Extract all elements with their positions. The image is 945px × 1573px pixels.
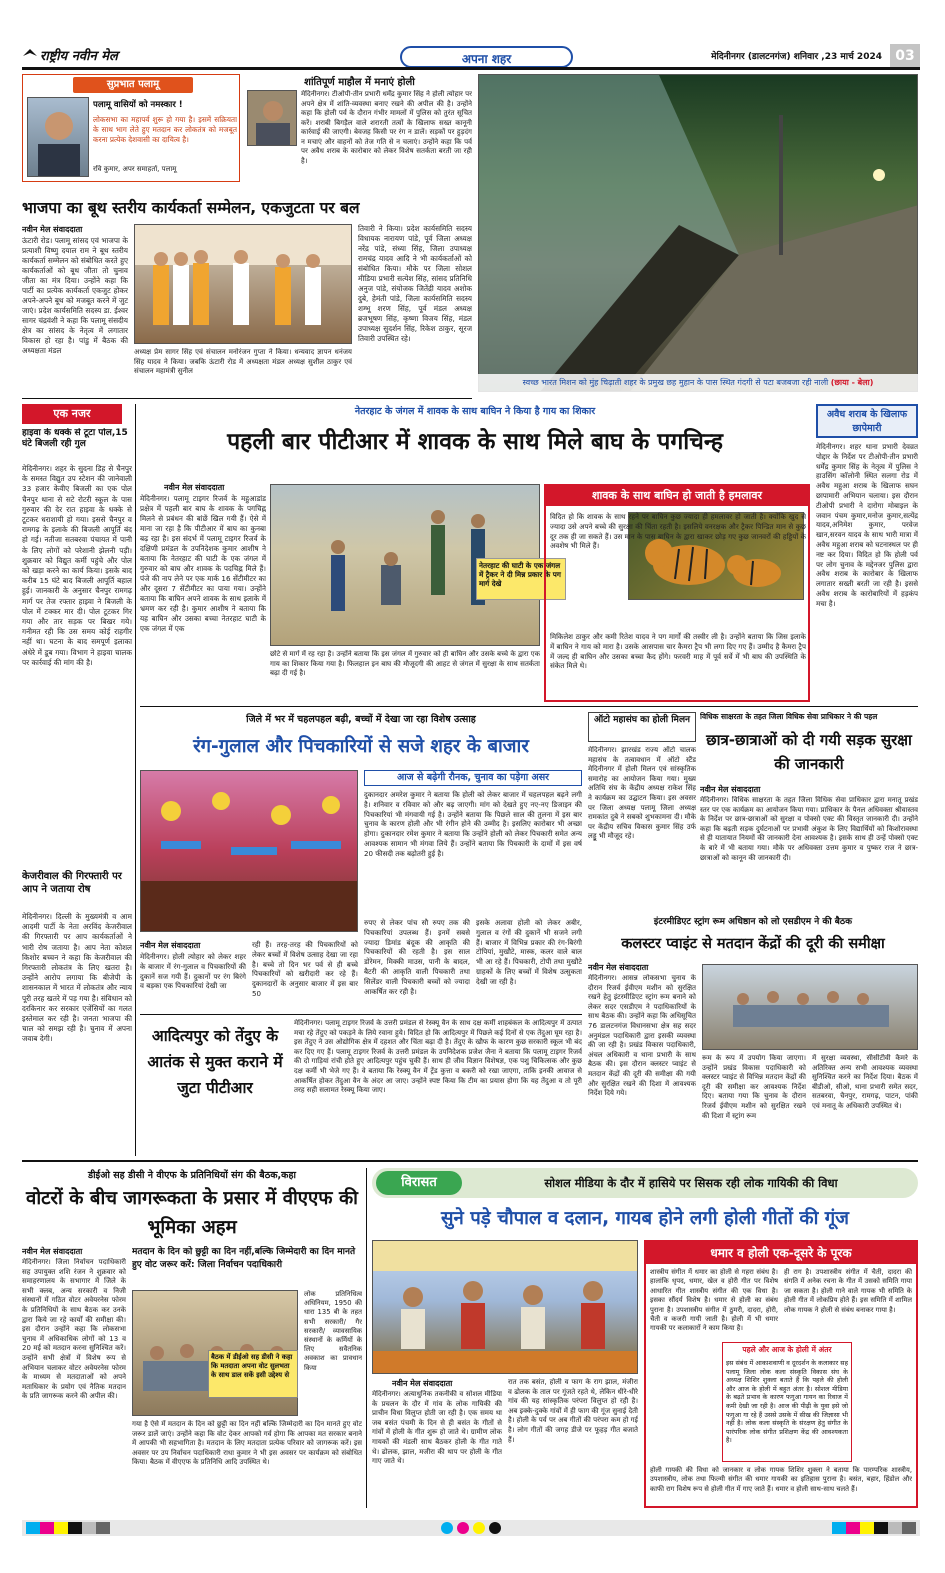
veep-body: मेदिनीनगर। जिला निर्वाचन पदाधिकारी सह उपायुक्त शशि रंजन ने शुक्रवार को समाहरणालय के सभागार में जिले के सभी क्लब, अन्य सरकारी व निजी संस्थानों में गठित वोटर अवेयरनेस फोरम के प्रतिनिधियों के साथ बैठक कर उनके द्वारा किये जा रहे कार्यों की समीक्षा की। इस दौरान उन्होंने कहा कि लोकसभा चुनाव में अधिकाधिक लोगों को 13 व 20 मई को मतदान करना सुनिश्चित करें। उन्होंने सभी क्षेत्रों में विशेष रूप से अभियान चलाकर वोटर अवेयरनेस फोरम के माध्यम से मतदाताओं को अपने मताधिकार के प्रयोग एवं नैतिक मतदान के प्रति जागरूक करने की अपील की। [22, 1258, 126, 1401]
cluster-byline: नवीन मेल संवाददाता [588, 963, 649, 972]
market-body-2: रही हैं। तरह-तरह की पिचकारियों को लेकर बच्चों में विशेष उत्साह देखा जा रहा है। बच्चे तो दिन भर पर्व से ही बच्चे पिचकारियों को खरीदारी कर रहे हैं। दुकानदारों के अनुसार बाजार में इस बार 50 [252, 940, 358, 998]
eknazar-headline-2: केजरीवाल की गिरफ्तारी पर आप ने जताया रोष [22, 871, 122, 895]
tiger-sidebar [544, 484, 810, 702]
bjp-photo [134, 224, 352, 344]
holi-singers-photo [372, 1240, 638, 1374]
auto-tag: ऑटो महासंघ का होली मिलन [588, 712, 696, 742]
section-title: अपना शहर [461, 52, 512, 66]
divider-veep [366, 1168, 367, 1508]
virasat-tag: विरासत [376, 1171, 462, 1195]
morning-signature: रवि कुमार, अपर समाहर्ता, पलामू [93, 165, 177, 173]
dhamar-sidebar [644, 1240, 918, 1508]
virasat-headline: सुने पड़े चौपाल व दलान, गायब होने लगी होली गीतों की गूंज [441, 1208, 849, 1229]
tiger-photo-caption: छोटे से मार्ग में रह रहा है। उन्होंने बताया कि इस जंगल में गुरुवार को ही बाघिन और उसके बच्चे के द्वारा एक गाय का शिकार किया गया है। फिलहाल इन बाघ की मौजूदगी की आहट से जंगल में सुरक्षा के साथ सतर्कता बढ़ा दी गई है। [270, 650, 540, 677]
drain-caption-text: स्वच्छ भारत मिशन को मुंह चिढ़ाती शहर के प्रमुख छह मुहान के पास स्थित गंदगी से पटा बजबजा रही नाली [522, 378, 829, 387]
veep-byline: नवीन मेल संवाददाता [22, 1247, 83, 1256]
difference-body: इस संबंध में आकाशवाणी व दूरदर्शन के कलाकार सह पलामू जिला लोक कला संस्कृति विकास संघ के अध्यक्ष शिशिर शुक्ला बताते हैं कि पहले की होली और आज के होली में बहुत अंतर है। सोशल मीडिया के बढ़ते प्रभाव के कारण फगुआ गायन का रिवाज में कमी देखी जा रही है। आज की पीढ़ी के युवा इसे जो फगुआ गा रहे हैं उससे उसके में सीख की जिज्ञासा भी नहीं है। लोक कला संस्कृति के संरक्षण हेतु संगीत के पारंपरिक लोक संगीत प्रशिक्षण केंद्र की आवश्यकता है। [726, 1359, 848, 1445]
adityapur-body: मेदिनीनगर। पलामू टाइगर रिजर्व के उत्तरी प्रमंडल से रेस्क्यू वैन के साथ दक्ष कर्मी शाहबंकल के आदित्यपुर में उत्पात मचा रहे तेंदुए को पकड़ने के लिये रवाना हुये। विदित हो कि आदित्यपुर में पिछले कई दिनों से एक तेंदुआ घूम रहा है। इस तेंदुए ने उस ओद्योगिक क्षेत्र में दहशत और चिंता बढ़ा दी है। तेंदुए के खौफ के कारण कुछ सरकारी स्कूल भी बंद कर दिए गए हैं। पलामू टाइगर रिजर्व के उत्तरी प्रमंडल के उपनिदेशक प्रजेश जैना ने बताया कि पलामू टाइगर रिजर्व की दो गाड़ियां रांची होते हुए आदित्यपुर पहुंच चुकी हैं। साथ ही जीव विज्ञान विशेषज्ञ, एक पशु चिकित्सक और कुछ दक्ष कर्मी भी भेजे गए हैं। वे बताया कि रेस्क्यू वैन में ट्रेंड कुत्ता व बकरी को रखा जाएगा, ताकि इनकी आवाज से आकर्षित होकर तेंदुआ वैन के अंदर आ जाए। उन्होंने स्पष्ट किया कि टीम का प्रयास होगा कि यह तेंदुआ व तो पूरी तरह सही सलामत रेस्क्यू किया जाए। [294, 1019, 582, 1095]
market-body-5: इसके अलावा होली को लेकर अबीर, गुलाल व रंगों की दुकानें भी सजने लगी हैं। बाजार में विभिन्न प्रकार की रंग-बिरंगी टोपियां, मुखौटे, मास्क, कलर वाले बाल भी आ रहे हैं। पिचकारी, टोपी तथा मुखौटे ग्राहकों के लिए बच्चों में विशेष उत्सुकता देखी जा रही है। [476, 918, 582, 986]
morning-message: लोकसभा का महापर्व शुरू हो गया है। इसमें सक्रियता के साथ भाग लेते हुए मतदान कर लोकतंत्र को मजबूत करना प्रत्येक देशवासी का दायित्व है। [93, 115, 237, 144]
virasat-kicker: सोशल मीडिया के दौर में हासिये पर सिसक रही लोक गायिकी की विधा [544, 1176, 838, 1190]
divider-eknazar [135, 404, 136, 1156]
difference-title: पहले और आज के होली में अंतर [742, 1345, 832, 1354]
dhamar-body-2: ही राग है। उपशास्त्रीय संगीत में चैती, दादरा की संगति में अनेक रचना के गीत में उसको समिति गाया जा सकता है। होली गाने वाले गायक भी समिति के होली गीत में लोकप्रिय होते हैं। इस समिति में शामिल लोक गायक ने होली से संबंध बनाकर गाया है। [784, 1268, 912, 1314]
bjp-photo-caption: अध्यक्ष प्रेम सागर सिंह एवं संचालन मनोरंजन गुप्ता ने किया। धन्यवाद ज्ञापन धनंजय सिंह यादव ने किया। जबकि ऊंटारी रोड में अध्यक्षता मंडल अध्यक्ष सुशील ठाकुर एवं संचालन महामंत्री सुनील [134, 348, 352, 375]
bjp-body-col3: तिवारी ने किया। प्रदेश कार्यसमिति सदस्य विधायक नारायण पांडे, पूर्व जिला अध्यक्ष नरेंद्र पांडे, संध्या सिंह, जिला उपाध्यक्ष रामचंद्र यादव आदि ने भी कार्यकर्ताओं को संबोधित किया। मौके पर जिला सोशल मीडिया प्रभारी सत्येश सिंह, सांसद प्रतिनिधि अनुज पांडे, संयोजक जितेंद्री यादव अशोक दुबे, हेमंती पांडे, जिला कार्यसमिति सदस्य शम्भू शरण सिंह, पूर्व मंडल अध्यक्ष ब्रजभूषण सिंह, कृष्णा विजय सिंह, मंडल उपाध्यक्ष सुदर्शन सिंह, रिकेश ठाकुर, सूरज तिवारी उपस्थित रहे। [358, 224, 472, 343]
morning-greeting: पलामू वासियों को नमस्कार ! [93, 100, 183, 110]
market-story [140, 770, 582, 1010]
eknazar-headline-1: हाइवा के धक्के से टूटा पोल,15 घंटे बिजली रही गुल [22, 428, 128, 449]
cluster-kicker: इंटरमीडिएट स्ट्रांग रूम अधिष्ठान को लो एसडीएम ने की बैठक [653, 917, 853, 927]
road-byline: नवीन मेल संवाददाता [700, 785, 761, 794]
veep-body-3: गया है ऐसे में मतदान के दिन को छुट्टी का दिन नहीं बल्कि जिम्मेदारी का दिन मानते हुए वोट जरूर डालें जाएं। उन्होंने कहा कि वोट देकर आपको गर्व होगा कि आपका मत सरकार बनाने में आपकी भी सहभागिता है। मतदान के लिए मतदाता प्रत्येक परिवार को जागरूक करें। इस अवसर पर उप निर्वाचन पदाधिकारी राधा कुमार ने भी इस अवसर पर कार्यक्रम को संबोधित किया। बैठक में वीएएफ के प्रतिनिधि आदि उपस्थित थे। [132, 1420, 362, 1467]
paper-logo-icon [22, 46, 38, 62]
road-story [700, 784, 918, 908]
tiger-byline: नवीन मेल संवाददाता [164, 483, 225, 492]
cmyk-strip-left [26, 1522, 110, 1534]
tiger-sidebar-title: शावक के साथ बाघिन हो जाती है हमलावर [546, 486, 808, 506]
tiger-kicker: नेतरहाट के जंगल में शावक के साथ बाघिन ने किया है गाय का शिकार [354, 406, 596, 417]
veep-story [22, 1246, 362, 1508]
drain-caption [478, 374, 918, 392]
cmyk-strip-right [832, 1522, 916, 1534]
road-body: मेदिनीनगर। विधिक साक्षरता के तहत जिला विधिक सेवा प्राधिकार द्वारा मनातू प्रखंड स्तर पर एक कार्यक्रम का आयोजन किया गया। प्राधिकार के पैनल अधिवक्ता श्रीवास्तव के निर्देश पर छात्र-छात्राओं को सुरक्षा व पोक्सो एक्ट की विस्तृत जानकारी दी। उन्होंने कहा कि बढ़ती सड़क दुर्घटनाओं पर प्रभावी अंकुश के लिए विद्यार्थियों को किशोरावस्था से ही यातायात नियमों की जानकारी देना आवश्यक है। इसके साथ ही उन्हें पोक्सो एक्ट के बारे में भी बताया गया। मौके पर अधिवक्ता उत्तम कुमार व पुष्कर राज ने छात्र-छात्राओं को कानून की जानकारी दी। [700, 796, 918, 862]
veep-kicker: डीईओ सह डीसी ने वीएफ के प्रतिनिधियों संग की बैठक,कहा [88, 1170, 296, 1181]
divider-lower [22, 1160, 918, 1162]
officer-portrait [27, 97, 89, 177]
eknazar-body-2: मेदिनीनगर। दिल्ली के मुख्यमंत्री व आम आदमी पार्टी के नेता अरविंद केजरीवाल की गिरफ्तारी पर आप कार्यकर्ताओं ने भारी रोष जताया है। आप नेता कोशल किशोर बच्चन ने कहा कि केजरीवाल की गिरफ्तारी लोकतंत्र के लिए खतरा है। उन्होंने आरोप लगाया कि बीजेपी के शासनकाल में भारत में लोकतंत्र और न्याय पूरी तरह खतरे में पड़ गया है। संविधान को दरकिनार कर सरकार एजेंसियों का गलत इस्तेमाल कर रही है। जनता भाजपा की चाल को समझ रही है। चुनाव में अपना जवाब देगी। [22, 912, 132, 1044]
tiger-body: मेदिनीनगर। पलामू टाइगर रिजर्व के महुआडांड प्रक्षेत्र में पहली बार बाघ के शावक के पगचिह्न मिलने से प्रबंधन की बांछें खिल गयी हैं। ऐसे में माना जा रहा है कि पीटीआर में बाघ का कुनबा बढ़ रहा है। इस संदर्भ में पलामू टाइगर रिजर्व के दक्षिणी प्रमंडल के उपनिदेशक कुमार आशीष ने बताया कि नेतरहाट की घाटी के एक जंगल में गुरुवार को बाघ और शावक के पदचिह्न मिले हैं। पंजे की नाप लेने पर एक मार्क 16 सेंटीमीटर का और दूसरा 7 सेंटीमीटर का पाया गया। उन्होंने बताया कि बाघिन अपने शावक के साथ इलाके में भ्रमण कर रही है। कुमार आशीष ने बताया कि यह बाघिन और उसका बच्चा नेतरहाट घाटी के एक जंगल में एक [140, 494, 266, 633]
cluster-body-3: में सुरक्षा व्यवस्था, सीसीटीवी कैमरे के अतिरिक्त अन्य सभी आवश्यक व्यवस्था सुनिश्चित करने का निर्देश दिया। बैठक में बीडीओ, सीओ, थाना प्रभारी समेत सदर, सतबरवा, चैनपुर, रामगढ़, पाटन, पांकी एवं मनातू के अधिकारी उपस्थित थे। [812, 1054, 918, 1110]
cluster-meeting-photo [702, 964, 918, 1050]
road-headline: छात्र-छात्राओं को दी गयी सड़क सुरक्षा की जानकारी [706, 731, 912, 773]
page-number: 03 [890, 44, 920, 68]
section-pill [400, 46, 573, 68]
tiger-sidebar-body-1: विदित हो कि शावक के साथ रहने पर बाघिन कुछ ज्यादा ही हमलावर हो जाती है। क्योंकि खुद से ज्यादा उसे अपने बच्चे की सुरक्षा की चिंता रहती है। इसलिये वनरक्षक और ट्रैकर पिन्डित मान से कुछ दूर तक ही जा सकते हैं। उस मान के पास बाघिन के द्वारा खाकर छोड़ गए कुछ जानवरों की हड्डियों के अवशेष भी मिले हैं। [550, 512, 806, 551]
market-body-3: दुकानदार अमरेश कुमार ने बताया कि होली को लेकर बाजार में चहलपहल बढ़ने लगी है। शनिवार व रविवार को और बढ़ जाएगी। मांग को देखते हुए नए-नए डिजाइन की पिचकारियां भी मंगवायी गई है। उन्होंने बताया कि पिछले साल की तुलना में इस बार चुनाव के कारण होली और भी रंगीन होने की उम्मीद है। इसलिए कारोबार भी अच्छा होगा। दुकानदार रमेश कुमार ने बताया कि उन्होंने होली को लेकर पिचकारी समेत अन्य आवश्यक सामान भी मंगवा लिये हैं। उन्होंने बताया कि पिचकारी के दामों में इस वर्ष 20 फीसदी तक बढ़ोतरी हुई है। [364, 790, 582, 858]
avaidh-body: मेदिनीनगर। शहर थाना प्रभारी देवव्रत पोद्दार के निर्देश पर टीओपी-तीन प्रभारी धर्मेंद्र कुमार सिंह के नेतृत्व में पुलिस ने हाउसिंग कॉलोनी स्थित सलगा रोड में अवैध महुआ शराब के खिलाफ सघन छापामारी अभियान चलाया। इस दौरान टीओपी प्रभारी ने दारोगा मोबाइल के जवान पंचम कुमार,मनोज कुमार,सत्येंद्र यादव,अनिमेश कुमार, परवेज खान,सरवन यादव के साथ भारी मात्रा में अवैध महुआ शराब को घटनास्थल पर ही नष्ट कर दिया। विदित हो कि होली पर्व पर लोग चुनाव के मद्देनजर पुलिस द्वारा अवैध शराब के कारोबार के खिलाफ लगातार सख्ती बरती जा रही है। इससे अवैध शराब के कारोबारियों में हड़कंप मचा है। [816, 442, 918, 608]
virasat-body-2: रात तक बसंत, होली व फाग के राग झाल, मंजीरा व ढोलक के ताल पर गूंजते रहते थे, लेकिन धीरे-धीरे गांव की यह सांस्कृतिक परंपरा विलुप्त हो रही है। अब इक्के-दुक्के गांवों में ही फाग की गूंज सुनाई देती है। होली के पर्व पर अब गीतों की परंपरा कम हो गई है। लोग गीतों की जगह डीजे पर फूहड़ गीत बजाते हैं। [508, 1378, 638, 1444]
eknazar-body-1: मेदिनीनगर। शहर के सुदना डिह से चैनपुर के समस्त विद्युत उप स्टेशन की जानेवाली 33 हजार केवीए बिजली का एक पोल चैनपुर थाना से सटे रोटरी स्कूल के पास गुरुवार की देर रात हाइवा के धक्के से टूटकर धराशायी हो गया। इससे चैनपुर व रामगढ़ के इलाके की बिजली आपूर्ति बंद हो गई। नतीजा सतबरवा पंचायत में पानी के लिए लोगों को परेशानी झेलनी पड़ी। शुक्रवार को विद्युत कर्मी पहुंचे और पोल को खड़ा करने का कार्य किया। इसके बाद करीब 15 घंटे बाद बिजली आपूर्ति बहाल हुई। जानकारी के अनुसार चैनपुर रामगढ़ मार्ग पर तेज रफ्तार हाइवा ने बिजली के पोल में टक्कर मार दी। पोल टूटकर गिर गया और तार सड़क पर बिखर गये। गनीमत रही कि उस समय कोई राहगीर नहीं था। घटना के बाद समपूर्ण इलाका अंधेरे में डूब गया। विभाग ने हाइवा चालक पर कार्रवाई की मांग की है। [22, 464, 132, 667]
cluster-body: मेदिनीनगर। आसन्न लोकसभा चुनाव के दौरान रिजर्व ईवीएम मशीन को सुरक्षित रखने हेतु इंटरमीडिएट स्ट्रांग रूम बनाने को लेकर सदर एसडीएम ने पदाधिकारियों के साथ बैठक की। उन्होंने कहा कि अधिसूचित 76 डालटनगंज विधानसभा क्षेत्र सह सदर अनुमंडल पदाधिकारी द्वारा इसकी व्यवस्था की जा रही है। प्रखंड विकास पदाधिकारी, अंचल अधिकारी व थाना प्रभारी के साथ बैठक की। इस दौरान क्लस्टर प्वाइंट से मतदान केंद्रों की दूरी की समीक्षा की गयी और सुरक्षित रखने की दिशा में आवश्यक निर्देश दिये गये। [588, 974, 696, 1098]
virasat-banner [372, 1168, 918, 1198]
registration-bar [22, 1520, 920, 1536]
divider-mid [140, 706, 918, 707]
morning-box [22, 74, 240, 182]
morning-tag: सुप्रभात पलामू [73, 77, 193, 93]
tiger-story [140, 466, 810, 702]
cluster-headline: कलस्टर प्वाइंट से मतदान केंद्रों की दूरी की समीक्षा [621, 936, 885, 952]
market-subhead: आज से बढ़ेगी रौनक, चुनाव का पड़ेगा असर [364, 770, 582, 786]
virasat-byline: नवीन मेल संवाददाता [392, 1379, 453, 1388]
road-kicker: विधिक साक्षरता के तहत जिला विधिक सेवा प्राधिकार ने की पहल [700, 712, 878, 721]
paper-name: राष्ट्रीय नवीन मेल [40, 49, 118, 64]
drain-photo [478, 74, 918, 392]
registration-dots [439, 1522, 503, 1534]
cluster-story [588, 962, 918, 1158]
holi-peace-title: शांतिपूर्ण माहौल में मनाएं होली [304, 77, 415, 88]
auto-box [588, 712, 696, 906]
bjp-body-col1: ऊंटारी रोड। पलामू सांसद एवं भाजपा के प्रत्याशी विष्णु दयाल राम ने बूथ स्तरीय कार्यकर्ता सम्मेलन को संबोधित करते हुए कार्यकर्ताओं को बूथ जीता तो चुनाव जीता का मंत्र दिया। उन्होंने कहा कि पार्टी का प्रत्येक कार्यकर्ता एकजुट होकर अपने-अपने बूथ को मजबूत करने में जुट जाएं। प्रदेश कार्यसमिति सदस्य डा. ईश्वर सागर चंद्रवंशी ने कहा कि पलामू संसदीय क्षेत्र का सांसद के नेतृत्व में लगातार विकास हो रहा है। पांडु में बैठक की अध्यक्षता मंडल [22, 236, 128, 355]
bjp-headline: भाजपा का बूथ स्तरीय कार्यकर्ता सम्मेलन, एकजुटता पर बल [22, 199, 360, 217]
veep-headline: वोटरों के बीच जागरूकता के प्रसार में वीएएफ की भूमिका अहम [26, 1188, 358, 1238]
tiger-headline: पहली बार पीटीआर में शावक के साथ मिले बाघ के पगचिन्ह [227, 429, 723, 455]
tiger-photo-label: नेतरहाट की घाटी के एक जंगल में ट्रैकर ने दी मिन्न प्रकार के पग मार्ग देखे [476, 558, 566, 600]
adityapur-box [140, 1014, 582, 1158]
drain-caption-credit: (छाया - बेला) [830, 378, 874, 387]
market-body-4: रुपए से लेकर पांच सौ रुपए तक की पिचकारियां उपलब्ध हैं। इनमें सबसे ज्यादा डिमांड बंदूक की आकृति की पिचकारियों की रहती है। इस साल डोरेमन, मिक्की माउस, पानी के बादल, बैटरी की आकृति वाली पिचकारी तथा सिलेंडर वाली पिचकारी बच्चों को ज्यादा आकर्षित कर रही है। [364, 918, 470, 996]
holi-peace-body: मेदिनीनगर। टीओपी-तीन प्रभारी धर्मेंद्र कुमार सिंह ने होली त्योहार पर अपने क्षेत्र में शांति-व्यवस्था बनाए रखने की अपील की है। उन्होंने कहा कि होली पर्व के दौरान गंभीर मामलों में पुलिस को तुरंत सूचित करें। शराबी बिगड़ैल वाले शरारती तत्वों के खिलाफ सख्त कानूनी कार्रवाई की जाएगी। बेवजह किसी पर रंग न डालें। सड़कों पर हुड़दंग न मचाएं और वाहनों को तेज गति से न चलाएं। उन्होंने कहा कि पर्व पर अवैध शराब के कारोबार को लेकर विशेष सतर्कता बरती जा रही है। [301, 90, 472, 165]
toppo-photo [247, 90, 297, 146]
edition-date: मेदिनीनगर (डालटनगंज) शनिवार ,23 मार्च 2024 [711, 52, 882, 62]
auto-body: मेदिनीनगर। झारखंड राज्य ऑटो चालक महासंघ के तत्वावधान में ऑटो स्टैंड मेदिनीनगर में होली मिलन एवं सांस्कृतिक समारोह का आयोजन किया गया। मुख्य अतिथि संघ के केंद्रीय अध्यक्ष राकेश सिंह ने कार्यक्रम का उद्घाटन किया। इस अवसर पर जिला अध्यक्ष पलामू जिला अध्यक्ष रामकांत दुबे ने सबको शुभकामना दी। मौके पर केंद्रीय सचिव विकास कुमार सिंह उर्फ लड्डू भी मौजूद रहे। [588, 746, 696, 841]
virasat-body-1: मेदिनीनगर। अत्याधुनिक तकनीकी व सोशल मीडिया के प्रचलन के दौर में गांव के लोक गायिकी की प्राचीन विधा विलुप्त होती जा रही है। एक समय था जब बसंत पंचमी के दिन से ही बसंत के गीतों से गांवों में होली के गीत शुरू हो जाते थे। ग्रामीण लोक गायकों की मंडली साथ बैठकर होली के गीत गाते थे। ढोलक, झाल, मजीरा की थाप पर होली के गीत गाए जाते थे। [372, 1390, 502, 1466]
dhamar-body-1: शास्त्रीय संगीत में धमार का होली से गहरा संबंध है। हालांकि धृपद, धमार, खेल व होरी गीत पर विशेष आधारित गीत शास्त्रीय संगीत की एक विधा है। इसका सौंदर्य विशेष है। धमार से होली का संबंध पुराना है। उपशास्त्रीय संगीत में ठुमरी, दादरा, होरी, चैती व कजरी गायी जाती है। होली में भी धमार गायकी पर कलाकारों ने काम किया है। [650, 1268, 778, 1333]
avaidh-tag: अवैध शराब के खिलाफ छापेमारी [816, 404, 918, 438]
dhamar-body-3: होली गायकी की विधा को जानकार व लोक गायक शिशिर शुक्ला ने बताया कि पारम्परिक शास्त्रीय, उपशास्त्रीय, लोक तथा फिल्मी संगीत की धमार गायकी का इतिहास पुराना है। बसंत, बहार, हिंडोल और काफी राग विशेष रूप से होली गीत में गाए जाते हैं। धमार व होली साथ-साथ चलते हैं। [650, 1466, 912, 1493]
market-kicker: जिले में भर में चहलपहल बढ़ी, बच्चों में देखा जा रहा विशेष उत्साह [246, 714, 476, 725]
market-body-1: मेदिनीनगर। होली त्योहार को लेकर शहर के बाजार में रंग-गुलाल व पिचकारियों की दुकानें सज गयी हैं। दुकानों पर रंग बिरंगे व बड़का एक पिचकारियां देखी जा [140, 952, 246, 991]
cluster-body-2: रूम के रूप में उपयोग किया जाएगा। उन्होंने प्रखंड विकास पदाधिकारी को क्लस्टर प्वाइंट से विभिन्न मतदान केंद्रों की दूरी की समीक्षा कर आवश्यक निर्देश दिए। बताया गया कि चुनाव के दौरान रिजर्व ईवीएम मशीन को सुरक्षित रखने की दिशा में स्ट्रांग रूम [702, 1054, 806, 1120]
bjp-story [22, 224, 472, 394]
veep-body-2: लोक प्रतिनिधित्व अधिनियम, 1950 की धारा 135 बी के तहत सभी सरकारी/ गैर सरकारी/ व्यावसायिक संस्थानों के कर्मियों के लिए सवैतनिक अवकाश का प्रावधान किया [304, 1290, 362, 1372]
tiger-sidebar-body-2: मिकिलेश ठाकुर और कमी रितेश यादव ने पग मार्गों की तस्वीर ली है। उन्होंने बताया कि जिस इलाके में बाघिन ने गाय को मारा है। उसके आसपास चार कैमरा ट्रैप भी लगा दिए गए हैं। उम्मीद है कैमरा ट्रैप में जल्द ही बाघिन और उसका बच्चा कैद होंगे। फरवरी माह में पूर्व सर्वे में भी बाघ की उपस्थिति के संकेत मिले थे। [550, 632, 806, 671]
market-byline: नवीन मेल संवाददाता [140, 941, 201, 950]
dhamar-title: धमार व होली एक-दूसरे के पूरक [646, 1242, 916, 1264]
adityapur-headline: आदित्यपुर को तेंदुए के आतंक से मुक्त कराने में जुटा पीटीआर [147, 1027, 283, 1097]
virasat-story [372, 1240, 918, 1508]
veep-photo-label: बैठक में डीईओ सह डीसी ने कहा कि मतदाता अपना वोट सुलभता के साथ डाल सकें इसी उद्देश्य से [208, 1350, 298, 1398]
eknazar-tag: एक नजर [22, 404, 122, 424]
difference-box [722, 1342, 852, 1462]
avaidh-box [816, 404, 918, 704]
market-photo [140, 770, 358, 932]
holi-peace-story [247, 74, 472, 182]
bjp-byline: नवीन मेल संवाददाता [22, 225, 83, 234]
divider-top [22, 398, 472, 399]
veep-quote: मतदान के दिन को छुट्टी का दिन नहीं,बल्कि जिम्मेदारी का दिन मानते हुए वोट जरूर करें: जिला निर्वाचन पदाधिकारी [132, 1247, 356, 1270]
masthead [22, 44, 920, 70]
market-headline: रंग-गुलाल और पिचकारियों से सजे शहर के बाजार [193, 736, 529, 757]
